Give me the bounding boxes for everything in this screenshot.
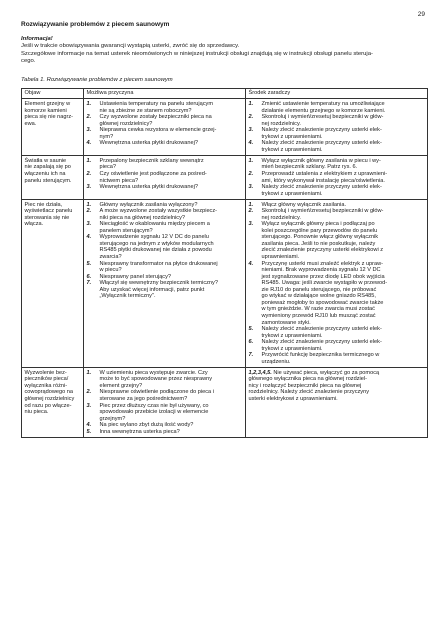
item-number: 1. [86, 101, 92, 107]
symptom-line: wyłącznika różni- [24, 382, 68, 389]
symptom-line: Element grzejny w [24, 101, 71, 107]
symptom-line: komorze kamieni [24, 107, 67, 114]
page-number: 29 [417, 11, 425, 18]
cause-item [87, 234, 243, 260]
cause-item-list [87, 202, 243, 300]
item-text-line: w tym gnieździe. W razie zwarcia musi zostać [261, 306, 375, 313]
item-text-line: Główny wyłącznik zasilania wyłączony? [99, 201, 198, 208]
item-text [100, 101, 243, 114]
item-text-line: „Wyłącznik termiczny". [99, 293, 156, 300]
item-text-line: sterującego. Ponownie włącz główny wyłącznik [261, 234, 379, 241]
item-text-line: Należy zlecić znalezienie przyczyny usterki elek- [261, 140, 382, 147]
remedy-item [249, 158, 425, 171]
cause-item [87, 184, 243, 191]
cause-cell [84, 99, 246, 156]
item-text-line: panelem sterującym? [99, 227, 153, 234]
symptom-line: Wyzwolenie bez- [24, 369, 67, 376]
item-text-line: jest sygnalizowane przez diodę LED obok wyjścia [261, 273, 385, 280]
item-number: 4. [248, 260, 254, 267]
remedy-text-line: głównego wyłącznika pieca na głównej rozdziel- [248, 376, 367, 383]
item-text-line: Skontroluj i wymień/zresetuj bezpieczniki w głów- [261, 114, 384, 121]
item-text-line: Włącz główny wyłącznik zasilania. [261, 201, 347, 208]
symptom-line: sterowania się nie [24, 214, 70, 221]
item-number: 1. [86, 369, 92, 376]
symptom-line: nie zapalają się po [24, 164, 71, 171]
cause-item [87, 221, 243, 234]
item-text [262, 339, 425, 352]
cause-item [87, 114, 243, 127]
remedy-cell [246, 99, 428, 156]
item-text [262, 208, 425, 221]
remedy-item-list [249, 202, 425, 366]
item-number: 4. [248, 140, 254, 147]
item-number: 4. [86, 234, 92, 241]
cause-cell [84, 155, 246, 199]
item-text-line: Przeprowadź ustalenia z elektrykiem z uprawnieni- [261, 170, 388, 177]
symptom-line: niu pieca. [24, 409, 49, 416]
item-text-line: Ustawienia temperatury na panelu sterującym [99, 101, 213, 107]
item-text-line: może to być spowodowane przez niesprawny [99, 376, 213, 383]
remedy-item [249, 326, 425, 339]
item-text-line: RS485. Uwaga: jeśli zwarcie wystąpiło w przewod- [261, 280, 388, 287]
item-text-line: w piecu? [99, 267, 122, 274]
cause-item [87, 127, 243, 140]
cause-item-list [87, 370, 243, 435]
item-text-line: nym? [99, 133, 114, 140]
remedy-cell [246, 155, 428, 199]
item-number: 1. [248, 201, 254, 208]
item-text [262, 326, 425, 339]
item-text-line: Nieciągłość w okablowaniu między piecem a [99, 221, 210, 228]
item-number: 5. [248, 326, 254, 333]
item-text-line: Aby uzyskać więcej informacji, patrz punkt [99, 286, 205, 293]
item-text-line: Inna wewnętrzna usterka pieca? [99, 428, 180, 435]
remedy-text-line: nicy i rozłączyć bezpieczniki pieca na głównej [248, 382, 362, 389]
item-text [262, 140, 425, 153]
column-header-symptom: Objaw [22, 89, 84, 99]
item-number: 5. [86, 260, 92, 267]
remedy-cell [246, 199, 428, 367]
item-text-line: Należy zlecić znalezienie przyczyny usterki elek- [261, 184, 382, 191]
item-text [100, 221, 243, 234]
cause-item [87, 280, 243, 300]
item-text [100, 158, 243, 171]
item-number: 3. [86, 402, 92, 409]
item-text-line: sterującego na jednym z wtyków modularnych [99, 240, 214, 247]
cause-item [87, 429, 243, 436]
item-number: 2. [248, 208, 254, 215]
table-row [22, 99, 428, 156]
symptom-line: panelu sterującym. [24, 177, 72, 184]
item-text-line: Wyłącz wyłącznik główny pieca i podłączaj po [261, 221, 375, 228]
cause-cell [84, 367, 246, 437]
item-text-line: W uziemieniu pieca występuje zwarcie. Czy [99, 369, 208, 376]
item-text-line: zamontowane styki. [261, 319, 311, 326]
item-text-line: Należy zlecić znalezienie przyczyny usterki elek- [261, 339, 382, 346]
remedy-item [249, 221, 425, 260]
symptom-cell [22, 199, 84, 367]
remedy-text-line: Nie używać pieca, wyłączyć go za pomocą [273, 369, 380, 376]
cause-item [87, 140, 243, 147]
item-text-line: niki pieca na głównej rozdzielnicy? [99, 214, 186, 221]
item-text-line: Wewnętrzna usterka płytki drukowanej? [99, 184, 198, 191]
symptom-cell [22, 155, 84, 199]
info-line: Szczegółowe informacje na temat usterek nieomówionych w niniejszej instrukcji obsługi znajdują się w instrukcji obsługi panelu steruja- [21, 50, 373, 57]
item-text-line: sterowane za jego pośrednictwem? [99, 396, 188, 403]
item-text-line: trykowi z uprawnieniami. [261, 190, 323, 197]
remedy-item [249, 140, 425, 153]
item-text [100, 234, 243, 260]
item-text [100, 403, 243, 423]
item-text [100, 389, 243, 402]
remedy-item [249, 208, 425, 221]
item-number: 3. [248, 184, 254, 191]
info-line: Jeśli w trakcie obowiązywania gwarancji wystąpią usterki, zwróć się do sprzedawcy. [21, 43, 240, 50]
troubleshooting-table [21, 88, 428, 438]
item-text-line: Nieprawna cewka rezystora w elemencie grzej- [99, 127, 217, 134]
item-text-line: uprawnieniami. [261, 254, 300, 261]
item-text-line: ponieważ mogłoby to spowodować zwarcie także [261, 299, 384, 306]
item-text-line: Niesprawny panel sterujący? [99, 273, 172, 280]
remedy-item [249, 101, 425, 114]
column-header-remedy: Środek zaradczy [246, 89, 428, 99]
item-number: 4. [86, 422, 92, 429]
item-text-line: Czy wyzwolone zostały bezpieczniki pieca na [99, 114, 212, 121]
item-text-line: zie RJ10 do panelu sterującego, nie próbować [261, 286, 377, 293]
item-number: 2. [86, 208, 92, 215]
item-text-line: działanie elementu grzejnego w komorze kamieni. [261, 107, 386, 114]
symptom-line: głównej rozdzielnicy [24, 396, 75, 403]
symptom-line: pieca się nie nagrz- [24, 114, 74, 121]
symptom-line: włączeniu ich na [24, 170, 66, 177]
item-text [262, 114, 425, 127]
symptom-line: wyświetlacz panelu [24, 208, 73, 215]
item-text-line: go wtykać w działające wolne gniazdo RS485, [261, 293, 376, 300]
item-text-line: nej rozdzielnicy. [261, 214, 301, 221]
info-heading: Informacja! [21, 36, 53, 42]
item-number: 5. [86, 428, 92, 435]
item-text-line: spowodowało przebicie izolacji w elemencie [99, 409, 209, 416]
item-number: 1. [86, 157, 92, 164]
item-number: 1. [86, 201, 92, 208]
cause-item-list [87, 101, 243, 147]
section-title: Rozwiązywanie problemów z piecem saunowym [21, 21, 170, 28]
item-text [100, 370, 243, 390]
item-text-line: grzejnym? [99, 415, 126, 422]
remedy-item [249, 114, 425, 127]
item-text [262, 101, 425, 114]
table-caption: Tabela 1. Rozwiązywanie problemów z piecem saunowym [21, 77, 173, 83]
item-text [262, 127, 425, 140]
info-line: cego. [21, 58, 36, 65]
item-number: 3. [248, 127, 254, 134]
remedy-text-line: usterki elektrykowi z uprawnieniami. [248, 396, 338, 403]
item-text-line: głównej rozdzielnicy? [99, 120, 153, 127]
cause-item [87, 403, 243, 423]
symptom-line: od razu po włącze- [24, 402, 72, 409]
item-number: 6. [86, 273, 92, 280]
cause-item [87, 171, 243, 184]
item-number: 3. [86, 184, 92, 191]
item-text [100, 429, 243, 436]
item-text [262, 261, 425, 326]
item-text [262, 352, 425, 365]
item-number: 6. [248, 339, 254, 346]
remedy-lead: 1,2,3,4,5. [248, 369, 272, 376]
cause-item [87, 158, 243, 171]
item-number: 7. [248, 352, 254, 359]
column-header-cause: Możliwa przyczyna [84, 89, 246, 99]
item-text [100, 171, 243, 184]
symptom-line: Piec nie działa, [24, 201, 63, 208]
item-number: 2. [248, 170, 254, 177]
item-number: 1. [248, 157, 254, 164]
remedy-item-list [249, 158, 425, 197]
item-number: 3. [248, 221, 254, 228]
cause-item [87, 208, 243, 221]
cause-item [87, 370, 243, 390]
item-number: 2. [86, 114, 92, 121]
item-text-line: RS485 płytki drukowanej nie działa z powodu [99, 247, 212, 254]
cause-cell [84, 199, 246, 367]
item-text-line: Należy zlecić znalezienie przyczyny usterki elek- [261, 127, 382, 134]
item-text-line: Przywrócić funkcję bezpiecznika termicznego w [261, 352, 380, 359]
item-text-line: nej rozdzielnicy. [261, 120, 301, 127]
item-number: 2. [86, 389, 92, 396]
cause-item [87, 261, 243, 274]
item-text-line: nictwem pieca? [99, 177, 139, 184]
remedy-cell [246, 367, 428, 437]
item-text-line: pieca? [99, 164, 116, 171]
item-text [262, 171, 425, 184]
item-number: 2. [248, 114, 254, 121]
item-number: 3. [86, 127, 92, 134]
item-text-line: nieniami. Brak wyprowadzenia sygnału 12 V DC [261, 267, 381, 274]
item-text-line: element grzejny? [99, 382, 143, 389]
item-text [100, 184, 243, 191]
table-row [22, 199, 428, 367]
item-text-line: Należy zlecić znalezienie przyczyny usterki elek- [261, 326, 382, 333]
item-number: 3. [86, 221, 92, 228]
item-text-line: Czy oświetlenie jest podłączone za pośred- [99, 170, 207, 177]
item-text-line: wymieniony przewód RJ10 lub musząć zostać [261, 312, 376, 319]
item-number: 2. [86, 170, 92, 177]
remedy-item [249, 261, 425, 326]
item-number: 4. [86, 140, 92, 147]
item-number: 1. [248, 101, 254, 107]
item-text-line: Wyprowadzenie sygnału 12 V DC do panelu [99, 234, 209, 241]
item-text [100, 127, 243, 140]
remedy-item-list [249, 101, 425, 153]
item-text-line: Skontroluj i wymień/zresetuj bezpieczniki w głów- [261, 208, 384, 215]
cause-item [87, 101, 243, 114]
remedy-text-line: rozdzielnicy. Należy zlecić znalezienie przyczyny [248, 389, 370, 396]
table-header-row [22, 89, 428, 99]
item-text [262, 184, 425, 197]
cause-item-list [87, 158, 243, 191]
symptom-cell [22, 367, 84, 437]
cause-item [87, 389, 243, 402]
item-text-line: urządzeniu. [261, 358, 291, 365]
remedy-item [249, 184, 425, 197]
item-text-line: zlecić znalezienie przyczyny usterki elektrykowi z [261, 247, 384, 254]
item-text-line: Przyczynę usterki musi znaleźć elektryk z upraw- [261, 260, 384, 267]
symptom-line: Światła w saunie [24, 157, 67, 164]
item-text-line: Niesprawny transformator na płytce drukowanej [99, 260, 218, 267]
item-text [100, 280, 243, 300]
item-text-line: nie są zbieżne ze stanem roboczym? [99, 107, 192, 114]
item-text-line: Zmienić ustawienie temperatury na umożliwiające [261, 101, 385, 107]
remedy-item [249, 339, 425, 352]
item-text-line: Niesprawne oświetlenie podłączone do pieca i [99, 389, 214, 396]
item-text [262, 221, 425, 260]
remedy-item [249, 171, 425, 184]
symptom-line: włącza. [24, 221, 44, 228]
symptom-line: pieczników pieca/ [24, 376, 69, 383]
item-text-line: Włączył się wewnętrzny bezpiecznik termiczny? [99, 280, 218, 287]
item-text-line: Wyłącz wyłącznik główny zasilania w piecu i wy- [261, 157, 381, 164]
item-text-line: zasilania pieca. Jeśli to nie poskutkuje, należy [261, 240, 376, 247]
item-text-line: ami, który wykonywał instalację pieca/oświetlenia. [261, 177, 385, 184]
table-row [22, 367, 428, 437]
item-text-line: kolei poszczególne pary przewodów do panelu [261, 227, 378, 234]
item-text [262, 158, 425, 171]
item-text [100, 208, 243, 221]
item-text-line: Piec przez dłuższy czas nie był używany, co [99, 402, 209, 409]
item-text [100, 140, 243, 147]
item-text-line: Na piec wylano zbyt dużą ilość wody? [99, 422, 194, 429]
item-text-line: Przepalony bezpiecznik szklany wewnątrz [99, 157, 204, 164]
remedy-item [249, 352, 425, 365]
item-text-line: A może wyzwolone zostały wszystkie bezpiecz- [99, 208, 218, 215]
remedy-item [249, 127, 425, 140]
table-row [22, 155, 428, 199]
item-text-line: trykowi z uprawnieniami. [261, 345, 323, 352]
info-note [21, 36, 425, 66]
item-text-line: Wewnętrzna usterka płytki drukowanej? [99, 140, 198, 147]
item-text-line: trykowi z uprawnieniami. [261, 332, 323, 339]
symptom-cell [22, 99, 84, 156]
item-text-line: trykowi z uprawnieniami. [261, 146, 323, 153]
symptom-line: ewa. [24, 120, 37, 127]
item-text-line: zwarcia? [99, 254, 122, 261]
item-text [100, 114, 243, 127]
item-text-line: mień bezpiecznik szklany. Patrz rys. 6. [261, 164, 358, 171]
item-text [100, 261, 243, 274]
item-number: 7. [86, 280, 92, 287]
symptom-line: cowoprądowego na [24, 389, 74, 396]
item-text-line: trykowi z uprawnieniami. [261, 133, 323, 140]
